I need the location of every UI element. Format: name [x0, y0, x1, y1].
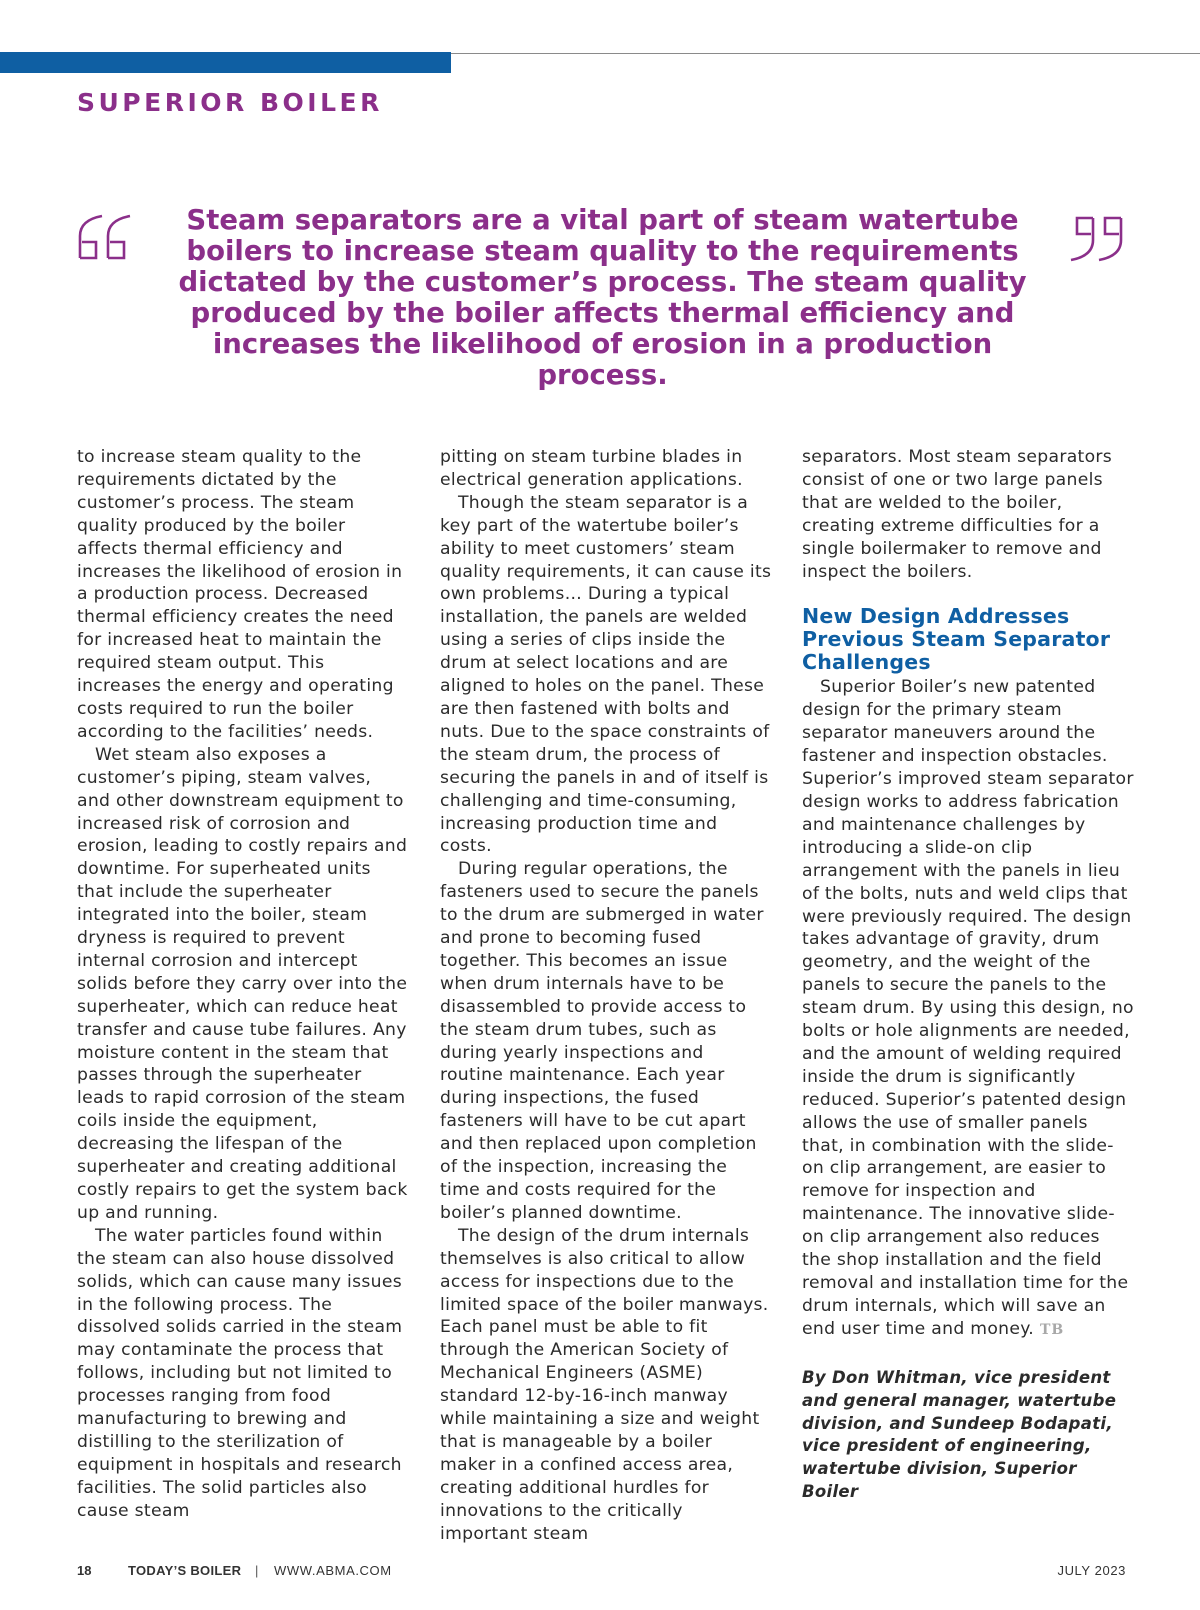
author-byline: By Don Whitman, vice president and general manager, watertube division, and Sundeep Bodapati, vice president of engineering, watertube division, Superior Boiler [802, 1367, 1117, 1502]
section-title: SUPERIOR BOILER [77, 88, 383, 117]
paragraph: Though the steam separator is a key part of the watertube boiler’s ability to meet customers’ steam quality requirements, it can cause its own problems… During a typical installation, the panels are welded using a series of clips inside the drum at select locations and are aligned to holes on the panel. These are then fastened with bolts and nuts. Due to the space constraints of the steam drum, the process of securing the panels in and of itself is challenging and time-consuming, increasing production time and costs. [440, 492, 772, 857]
open-quote-icon [76, 214, 136, 262]
header-rule [451, 53, 1200, 54]
page-number: 18 [77, 1563, 92, 1578]
paragraph: During regular operations, the fasteners used to secure the panels to the drum are submerged in water and prone to becoming fused together. This becomes an issue when drum internals have to be disassembled to provide access to the steam drum tubes, such as during yearly inspections and routine maintenance. Each year during inspections, the fused fasteners will have to be cut apart and then replaced upon completion of the inspection, increasing the time and costs required for the boiler’s planned downtime. [440, 859, 764, 1223]
website-link[interactable]: WWW.ABMA.COM [274, 1563, 392, 1578]
paragraph: pitting on steam turbine blades in electrical generation applications. [440, 447, 743, 490]
close-quote-icon [1067, 214, 1127, 262]
paragraph: The design of the drum internals themselves is also critical to allow access for inspections due to the limited space of the boiler manways. Each panel must be able to fit through the American Society of Mechanical Engineers (ASME) standard 12-by-16-inch manway while maintaining a size and weight that is manageable by a boiler maker in a confined access area, creating additional hurdles for innovations to the critically important steam [440, 1225, 769, 1544]
article-column-3 [802, 446, 1134, 1504]
footer-separator: | [255, 1563, 259, 1578]
subheading: New Design Addresses Previous Steam Separator Challenges [802, 604, 1111, 675]
paragraph-text: Superior Boiler’s new patented design for the primary steam separator maneuvers around the fastener and inspection obstacles. Superior’s improved steam separator design works to address fabrication and maintenance challenges by introducing a slide-on clip arrangement with the panels in lieu of the bolts, nuts and weld clips that were previously required. The design takes advantage of gravity, drum geometry, and the weight of the panels to secure the panels to the steam drum. By using this design, no bolts or hole alignments are needed, and the amount of welding required inside the drum is significantly reduced. Superior’s patented design allows the use of smaller panels that, in combination with the slide-on clip arrangement, are easier to remove for inspection and maintenance. The innovative slide-on clip arrangement also reduces the shop installation and the field removal and installation time for the drum internals, which will save an end user time and money. [802, 677, 1134, 1339]
paragraph: The water particles found within the steam can also house dissolved solids, which can cause many issues in the following process. The dissolved solids carried in the steam may contaminate the process that follows, including but not limited to processes ranging from food manufacturing to brewing and distilling to the sterilization of equipment in hospitals and research facilities. The solid particles also cause steam [77, 1225, 403, 1521]
end-mark: TB [1040, 1321, 1065, 1338]
paragraph: separators. Most steam separators consist of one or two large panels that are welded to the boiler, creating extreme difficulties for a single boilermaker to remove and inspect the boilers. [802, 447, 1113, 582]
pull-quote: Steam separators are a vital part of steam watertube boilers to increase steam quality to the requirements dictated by the customer’s process. The steam quality produced by the boiler affects thermal efficiency and increases the likelihood of erosion in a production process. [178, 204, 1027, 391]
article-column-1 [77, 446, 409, 1523]
header-accent-bar [0, 52, 451, 73]
paragraph [802, 676, 1134, 1341]
issue-date: JULY 2023 [1057, 1563, 1126, 1578]
paragraph: to increase steam quality to the requirements dictated by the customer’s process. The steam quality produced by the boiler affects thermal efficiency and increases the likelihood of erosion in a production process. Decreased thermal efficiency creates the need for increased heat to maintain the required steam output. This increases the energy and operating costs required to run the boiler according to the facilities’ needs. [77, 447, 403, 742]
article-column-2 [440, 446, 772, 1546]
magazine-name: TODAY’S BOILER [128, 1563, 242, 1578]
paragraph: Wet steam also exposes a customer’s piping, steam valves, and other downstream equipment to increased risk of corrosion and erosion, leading to costly repairs and downtime. For superheated units that include the superheater integrated into the boiler, steam dryness is required to prevent internal corrosion and intercept solids before they carry over into the superheater, which can reduce heat transfer and cause tube failures. Any moisture content in the steam that passes through the superheater leads to rapid corrosion of the steam coils inside the equipment, decreasing the lifespan of the superheater and creating additional costly repairs to get the system back up and running. [77, 744, 408, 1223]
